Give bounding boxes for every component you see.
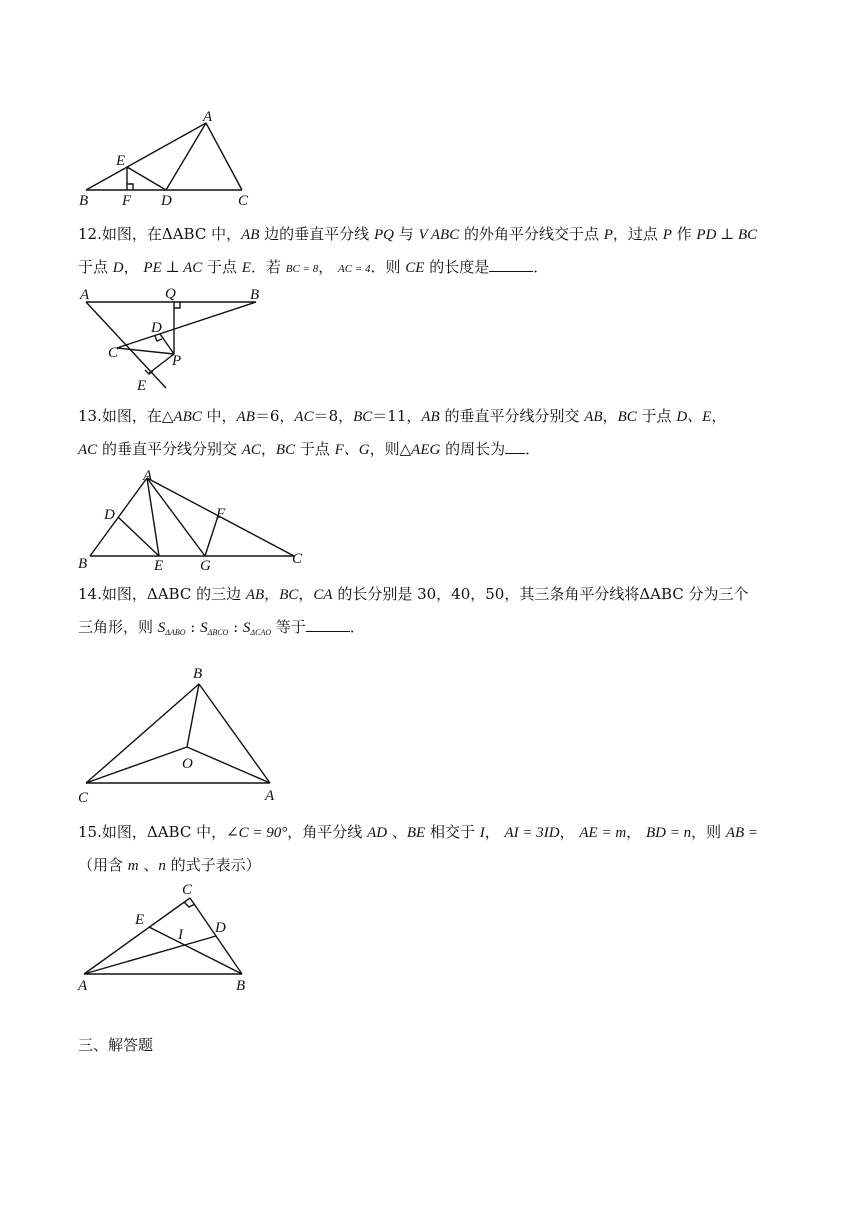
text: 的垂直平分线分别交 — [97, 440, 242, 458]
label-f: F — [216, 506, 226, 522]
text: 、 — [387, 823, 407, 841]
section-heading: 三、解答题 — [78, 1036, 154, 1054]
label-d: D — [161, 193, 172, 209]
label-c: C — [182, 882, 193, 898]
label-d: D — [215, 920, 226, 936]
math: AB — [241, 227, 260, 243]
triangle-diagram-q15 — [72, 878, 272, 998]
text: 如图，在△ — [101, 407, 174, 425]
label-c: C — [108, 345, 119, 361]
math: I — [479, 825, 485, 841]
text: ＝6， — [254, 407, 295, 425]
text: ． — [349, 618, 365, 636]
text: ， — [123, 258, 144, 276]
text: ， — [602, 407, 618, 425]
text: 相交于 — [425, 823, 480, 841]
text: 的式子表示） — [165, 856, 261, 874]
math: BD = n — [645, 825, 692, 841]
text: ， — [264, 585, 280, 603]
question-15-line-1 — [78, 816, 788, 849]
question-15 — [78, 816, 788, 882]
text: : — [228, 618, 243, 636]
label-b: B — [79, 193, 89, 209]
text: 作 — [671, 225, 697, 243]
math: D、E — [676, 409, 712, 425]
math: AB — [245, 587, 265, 603]
segment-de — [118, 517, 159, 556]
label-a: A — [203, 109, 213, 125]
math: BE — [406, 825, 426, 841]
text: : — [185, 618, 201, 636]
text: ， — [626, 823, 646, 841]
answer-blank[interactable] — [505, 439, 525, 454]
math: S — [242, 620, 251, 636]
label-e: E — [116, 153, 126, 169]
text: 边的垂直平分线 — [259, 225, 374, 243]
math: AC — [78, 442, 98, 458]
math: AB — [584, 409, 603, 425]
figure-q14 — [72, 660, 292, 808]
text: ， — [298, 585, 314, 603]
figure-q11 — [70, 108, 270, 208]
math: P — [662, 227, 672, 243]
text: 如图，ΔABC 的三边 — [101, 585, 246, 603]
question-number: 13. — [78, 407, 102, 425]
label-e: E — [137, 378, 147, 394]
label-p: P — [172, 353, 182, 369]
label-a: A — [80, 287, 90, 303]
figure-q12 — [72, 284, 272, 396]
math: CE — [405, 260, 425, 276]
math: AB — [421, 409, 440, 425]
text: 于点 — [636, 407, 677, 425]
segment-fg — [205, 516, 218, 556]
question-number: 14. — [78, 585, 102, 603]
question-12-line-1 — [78, 218, 788, 251]
math: CA — [313, 587, 333, 603]
text: 的长度是 — [424, 258, 490, 276]
label-a: A — [265, 788, 275, 804]
label-e: E — [154, 558, 164, 574]
text: ，则△ — [369, 440, 412, 458]
math: AB = — [725, 825, 759, 841]
label-d: D — [104, 507, 115, 523]
math: AB — [236, 409, 255, 425]
question-14-line-2 — [78, 611, 788, 649]
segment-co — [86, 747, 187, 783]
math: AC = 4 — [338, 263, 371, 275]
text: 中， — [201, 407, 237, 425]
math: AC — [294, 409, 314, 425]
text: 于点 — [78, 258, 113, 276]
text: ， — [318, 258, 338, 276]
text: 如图，ΔABC 中， — [101, 823, 227, 841]
triangle-diagram-q14 — [72, 660, 292, 808]
label-b: B — [193, 666, 203, 682]
math: ABC — [173, 409, 202, 425]
label-c: C — [78, 790, 89, 806]
text: ，角平分线 — [287, 823, 368, 841]
text: 于点 — [295, 440, 335, 458]
label-b: B — [78, 556, 88, 572]
question-13-line-2 — [78, 433, 788, 466]
text: 的外角平分线交于点 — [459, 225, 604, 243]
triangle-diagram-q13 — [72, 466, 312, 576]
question-number: 15. — [78, 823, 102, 841]
math: S — [157, 620, 166, 636]
segment-ba — [86, 123, 206, 190]
math: S — [200, 620, 208, 636]
math: n — [158, 858, 166, 874]
triangle-diagram-q11 — [70, 108, 270, 208]
question-number: 12. — [78, 225, 102, 243]
label-o: O — [182, 756, 193, 772]
segment-dp — [160, 334, 174, 354]
text: ．则 — [370, 258, 406, 276]
segment-ad — [166, 123, 206, 190]
text: ＝11， — [372, 407, 422, 425]
text: 等于 — [271, 618, 306, 636]
math: AD — [367, 825, 388, 841]
right-angle-mark-q — [174, 302, 180, 308]
segment-cp — [117, 348, 174, 354]
text: ，过点 — [612, 225, 663, 243]
math: ∠C = 90° — [226, 825, 288, 841]
math: BC — [353, 409, 373, 425]
answer-blank[interactable] — [489, 257, 533, 272]
subscript: ΔABO — [165, 628, 186, 637]
text: ．若 — [250, 258, 286, 276]
label-q: Q — [165, 286, 176, 302]
math: P — [603, 227, 613, 243]
triangle-diagram-q12 — [72, 284, 272, 396]
math: m — [127, 858, 139, 874]
text: 如图，在ΔABC 中， — [101, 225, 242, 243]
label-d: D — [151, 320, 162, 336]
figure-q15 — [72, 878, 272, 998]
label-c: C — [292, 551, 303, 567]
text: 于点 — [202, 258, 242, 276]
text: ． — [533, 258, 549, 276]
text: ， — [559, 823, 580, 841]
segment-bc — [117, 302, 256, 348]
math: BC — [275, 442, 296, 458]
label-a: A — [78, 978, 88, 994]
right-angle-mark — [127, 184, 133, 190]
answer-blank[interactable] — [306, 617, 350, 632]
math: AE = m — [579, 825, 627, 841]
text: ＝8， — [313, 407, 354, 425]
math: PQ — [373, 227, 394, 243]
segment-ag — [147, 478, 205, 556]
segment-ac — [206, 123, 242, 190]
question-13-line-1 — [78, 400, 788, 433]
subscript: ΔBCO — [207, 628, 229, 637]
label-f: F — [122, 193, 132, 209]
text: 与 — [393, 225, 419, 243]
text: （用含 — [78, 856, 128, 874]
math: BC = 8 — [285, 263, 319, 275]
text: ， — [484, 823, 505, 841]
figure-q13 — [72, 466, 312, 576]
segment-ad — [84, 936, 216, 974]
math: V ABC — [418, 227, 460, 243]
question-14 — [78, 578, 788, 649]
label-c: C — [238, 193, 249, 209]
text: 、 — [138, 856, 159, 874]
text: ， — [260, 440, 276, 458]
math: AEG — [411, 442, 441, 458]
math: AI = 3ID — [504, 825, 560, 841]
segment-be — [149, 927, 242, 974]
subscript: ΔCAO — [250, 628, 272, 637]
label-g: G — [200, 558, 211, 574]
text: 的长分别是 30，40，50，其三条角平分线将ΔABC 分为三个 — [332, 585, 749, 603]
math: F、G — [334, 442, 370, 458]
question-12 — [78, 218, 788, 285]
label-i: I — [178, 927, 183, 943]
text: ，则 — [691, 823, 726, 841]
question-13 — [78, 400, 788, 466]
label-b: B — [236, 978, 246, 994]
question-12-line-2 — [78, 251, 788, 285]
math: PE ⊥ AC — [143, 260, 203, 276]
label-e: E — [135, 912, 145, 928]
question-14-line-1 — [78, 578, 788, 611]
math: AC — [241, 442, 261, 458]
math: BC — [279, 587, 299, 603]
segment-ac — [84, 898, 190, 974]
label-b: B — [250, 287, 260, 303]
text: 的垂直平分线分别交 — [439, 407, 585, 425]
right-angle-mark-d — [155, 336, 162, 341]
text: 三角形，则 — [78, 618, 158, 636]
label-a: A — [143, 468, 153, 484]
text: ． — [525, 440, 541, 458]
segment-ae — [147, 478, 159, 556]
math: D — [112, 260, 124, 276]
math: PD ⊥ BC — [696, 227, 758, 243]
math: BC — [617, 409, 637, 425]
text: ， — [711, 407, 727, 425]
math: E — [241, 260, 251, 276]
text: 的周长为 — [440, 440, 506, 458]
